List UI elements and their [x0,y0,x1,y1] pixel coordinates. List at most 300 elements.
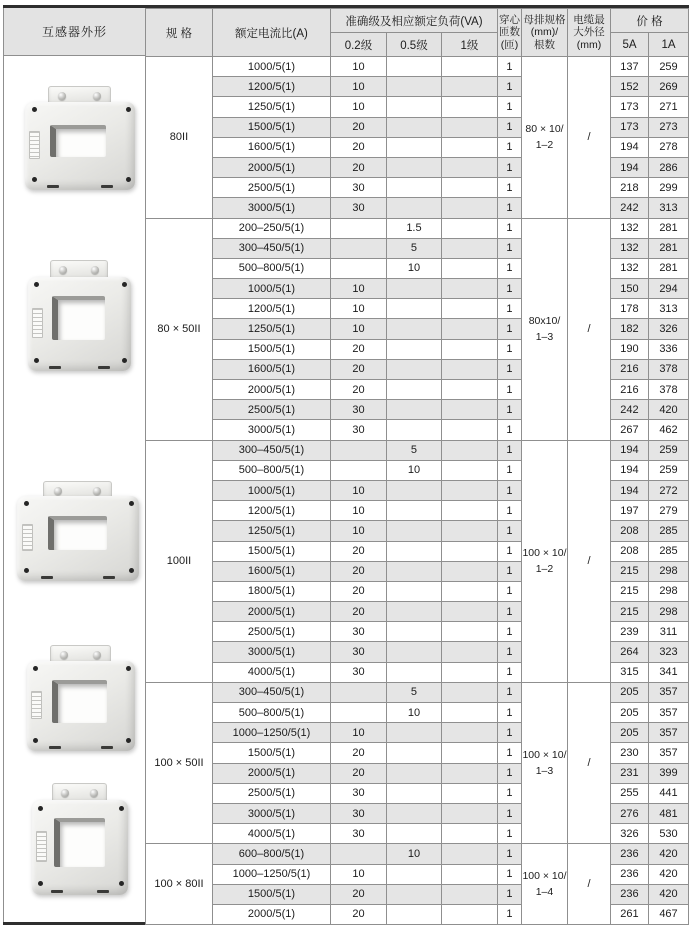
corner-screw-icon [33,666,38,671]
price-5a-cell: 264 [610,642,648,662]
acc-1-cell [441,723,497,743]
acc-1-cell [441,602,497,622]
acc-05-cell [386,662,441,682]
ratio-cell: 600–800/5(1) [212,844,330,864]
ct-foot [47,185,59,188]
price-1a-cell: 399 [648,763,688,783]
acc-02-cell: 30 [330,642,386,662]
acc-05-cell: 10 [386,703,441,723]
table-header [145,9,688,57]
ratio-cell: 1250/5(1) [212,319,330,339]
ratio-cell: 2000/5(1) [212,380,330,400]
acc-1-cell [441,541,497,561]
acc-1-cell [441,844,497,864]
turns-cell: 1 [497,198,521,218]
turns-cell: 1 [497,258,521,278]
acc-02-cell: 30 [330,400,386,420]
price-5a-cell: 218 [610,178,648,198]
turns-cell: 1 [497,339,521,359]
price-5a-cell: 208 [610,541,648,561]
turns-cell: 1 [497,480,521,500]
terminal-screw-icon [90,789,98,797]
ct-side-label [22,524,33,551]
acc-05-cell [386,884,441,904]
turns-cell: 1 [497,803,521,823]
header-price-5a: 5A [610,33,648,57]
turns-cell: 1 [497,238,521,258]
ratio-cell: 1500/5(1) [212,339,330,359]
turns-cell: 1 [497,904,521,924]
acc-1-cell [441,178,497,198]
terminal-screw-icon [60,651,68,659]
turns-cell: 1 [497,380,521,400]
price-5a-cell: 194 [610,480,648,500]
price-1a-cell: 420 [648,884,688,904]
turns-cell: 1 [497,662,521,682]
ratio-cell: 500–800/5(1) [212,460,330,480]
busbar-cell-line: 100 × 10/ [522,546,567,559]
ct-foot [49,366,61,369]
ratio-cell: 1000/5(1) [212,57,330,77]
acc-1-cell [441,359,497,379]
price-1a-cell: 378 [648,380,688,400]
spec-cell: 80 × 50II [145,218,212,440]
turns-cell: 1 [497,440,521,460]
ct-photo-100ii [17,481,139,581]
price-5a-cell: 230 [610,743,648,763]
price-1a-cell: 269 [648,77,688,97]
acc-05-cell [386,864,441,884]
busbar-cell [521,682,567,844]
header-turns-line: 匝数 [498,26,520,39]
acc-05-cell [386,319,441,339]
table-row [145,218,688,238]
ct-foot [101,746,113,749]
acc-02-cell: 10 [330,57,386,77]
turns-cell: 1 [497,783,521,803]
turns-cell: 1 [497,844,521,864]
price-5a-cell: 190 [610,339,648,359]
turns-cell: 1 [497,521,521,541]
acc-02-cell: 10 [330,299,386,319]
price-1a-cell: 341 [648,662,688,682]
ratio-cell: 200–250/5(1) [212,218,330,238]
ratio-cell: 4000/5(1) [212,662,330,682]
acc-02-cell [330,440,386,460]
terminal-screw-icon [93,651,101,659]
acc-02-cell [330,682,386,702]
price-5a-cell: 194 [610,137,648,157]
turns-cell: 1 [497,501,521,521]
ct-foot [49,746,61,749]
acc-02-cell: 10 [330,521,386,541]
acc-1-cell [441,57,497,77]
price-1a-cell: 299 [648,178,688,198]
busbar-cell-line: 100 × 10/ [522,869,567,882]
ratio-cell: 2000/5(1) [212,763,330,783]
terminal-screw-icon [91,266,99,274]
acc-02-cell: 20 [330,117,386,137]
acc-02-cell [330,844,386,864]
ratio-cell: 2500/5(1) [212,400,330,420]
ratio-cell: 1200/5(1) [212,299,330,319]
busbar-cell [521,218,567,440]
price-5a-cell: 137 [610,57,648,77]
busbar-cell-line: 80x10/ [528,314,561,327]
appearance-column-header: 互感器外形 [4,8,145,56]
acc-1-cell [441,783,497,803]
price-1a-cell: 273 [648,117,688,137]
acc-02-cell: 30 [330,420,386,440]
terminal-screw-icon [61,789,69,797]
acc-05-cell: 5 [386,682,441,702]
price-1a-cell: 357 [648,703,688,723]
price-1a-cell: 271 [648,97,688,117]
price-1a-cell: 357 [648,682,688,702]
ct-window [52,680,107,723]
acc-1-cell [441,420,497,440]
corner-screw-icon [122,282,127,287]
price-1a-cell: 441 [648,783,688,803]
header-ratio: 额定电流比(A) [212,9,330,57]
price-5a-cell: 276 [610,803,648,823]
terminal-screw-icon [59,266,67,274]
ct-body [25,102,135,190]
price-5a-cell: 205 [610,723,648,743]
busbar-cell-line: 1–4 [535,886,554,899]
price-1a-cell: 259 [648,460,688,480]
price-1a-cell: 285 [648,541,688,561]
acc-1-cell [441,460,497,480]
terminal-screw-icon [58,92,66,100]
cable-cell: / [567,682,610,844]
price-1a-cell: 357 [648,743,688,763]
acc-05-cell: 5 [386,440,441,460]
acc-02-cell [330,703,386,723]
acc-05-cell [386,783,441,803]
cable-cell: / [567,440,610,682]
acc-05-cell [386,501,441,521]
acc-02-cell: 10 [330,77,386,97]
ratio-cell: 2500/5(1) [212,178,330,198]
acc-02-cell: 20 [330,581,386,601]
ratio-cell: 1600/5(1) [212,137,330,157]
corner-screw-icon [126,107,131,112]
acc-02-cell: 30 [330,198,386,218]
acc-1-cell [441,238,497,258]
acc-02-cell: 20 [330,561,386,581]
price-1a-cell: 420 [648,864,688,884]
acc-1-cell [441,682,497,702]
ct-side-label [31,691,42,720]
price-1a-cell: 298 [648,581,688,601]
price-5a-cell: 242 [610,400,648,420]
corner-screw-icon [119,806,124,811]
terminal-screw-icon [54,487,62,495]
acc-05-cell [386,359,441,379]
acc-1-cell [441,904,497,924]
acc-02-cell [330,238,386,258]
price-1a-cell: 298 [648,561,688,581]
acc-02-cell: 30 [330,622,386,642]
price-1a-cell: 259 [648,440,688,460]
corner-screw-icon [34,282,39,287]
price-5a-cell: 315 [610,662,648,682]
acc-02-cell: 10 [330,480,386,500]
ct-side-label [36,831,47,861]
price-1a-cell: 285 [648,521,688,541]
acc-02-cell: 10 [330,279,386,299]
acc-05-cell [386,763,441,783]
corner-screw-icon [126,177,131,182]
price-5a-cell: 267 [610,420,648,440]
acc-02-cell: 20 [330,743,386,763]
turns-cell: 1 [497,77,521,97]
ratio-cell: 4000/5(1) [212,824,330,844]
cable-cell: / [567,844,610,925]
ratio-cell: 300–450/5(1) [212,238,330,258]
acc-05-cell: 10 [386,258,441,278]
ct-foot [101,185,113,188]
acc-05-cell [386,157,441,177]
acc-05-cell [386,97,441,117]
acc-1-cell [441,864,497,884]
acc-05-cell [386,561,441,581]
price-5a-cell: 178 [610,299,648,319]
ct-photo-100x80ii [32,783,128,895]
price-5a-cell: 216 [610,380,648,400]
ct-body [28,277,131,371]
price-1a-cell: 281 [648,238,688,258]
acc-1-cell [441,642,497,662]
acc-02-cell: 20 [330,602,386,622]
price-1a-cell: 281 [648,218,688,238]
price-5a-cell: 205 [610,682,648,702]
header-cable-line: 电缆最 [573,13,605,26]
corner-screw-icon [32,177,37,182]
price-5a-cell: 194 [610,157,648,177]
header-busbar-line: (mm)/ [530,26,559,39]
acc-1-cell [441,380,497,400]
acc-1-cell [441,743,497,763]
busbar-cell-line: 1–3 [535,765,554,778]
turns-cell: 1 [497,57,521,77]
ct-window [54,818,105,868]
cable-cell: / [567,218,610,440]
turns-cell: 1 [497,359,521,379]
acc-02-cell: 10 [330,319,386,339]
price-1a-cell: 281 [648,258,688,278]
acc-05-cell [386,380,441,400]
ct-side-label [32,308,43,338]
header-busbar-line: 母排规格 [523,13,566,26]
price-1a-cell: 259 [648,57,688,77]
ratio-cell: 1200/5(1) [212,77,330,97]
corner-screw-icon [126,666,131,671]
price-1a-cell: 313 [648,198,688,218]
acc-05-cell [386,339,441,359]
price-5a-cell: 215 [610,581,648,601]
table-row [145,682,688,702]
acc-1-cell [441,97,497,117]
turns-cell: 1 [497,763,521,783]
ratio-cell: 500–800/5(1) [212,258,330,278]
price-1a-cell: 313 [648,299,688,319]
acc-1-cell [441,824,497,844]
turns-cell: 1 [497,703,521,723]
price-1a-cell: 311 [648,622,688,642]
price-5a-cell: 236 [610,844,648,864]
price-5a-cell: 173 [610,97,648,117]
turns-cell: 1 [497,218,521,238]
turns-cell: 1 [497,682,521,702]
turns-cell: 1 [497,157,521,177]
ct-photo-80x50ii [28,260,131,371]
price-1a-cell: 298 [648,602,688,622]
ct-foot [98,366,110,369]
price-5a-cell: 152 [610,77,648,97]
corner-screw-icon [126,738,131,743]
busbar-cell-line: 1–2 [535,563,554,576]
header-cable-line: 大外径 [573,26,605,39]
ratio-cell: 2500/5(1) [212,783,330,803]
price-1a-cell: 278 [648,137,688,157]
busbar-cell [521,440,567,682]
ratio-cell: 2000/5(1) [212,904,330,924]
acc-1-cell [441,763,497,783]
turns-cell: 1 [497,319,521,339]
header-cable [567,9,610,57]
busbar-cell [521,844,567,925]
acc-05-cell [386,400,441,420]
ratio-cell: 3000/5(1) [212,420,330,440]
turns-cell: 1 [497,178,521,198]
ct-photo-100x50ii [27,645,135,751]
acc-1-cell [441,803,497,823]
acc-1-cell [441,319,497,339]
header-acc-1: 1级 [441,33,497,57]
ratio-cell: 1000/5(1) [212,480,330,500]
ratio-cell: 1500/5(1) [212,541,330,561]
turns-cell: 1 [497,602,521,622]
acc-05-cell: 10 [386,460,441,480]
ratio-cell: 1000/5(1) [212,279,330,299]
price-1a-cell: 326 [648,319,688,339]
busbar-cell-line: 80 × 10/ [525,122,564,135]
acc-1-cell [441,662,497,682]
spec-price-sheet [3,5,689,925]
acc-02-cell: 10 [330,97,386,117]
price-1a-cell: 336 [648,339,688,359]
ratio-cell: 2500/5(1) [212,622,330,642]
ratio-cell: 1250/5(1) [212,521,330,541]
acc-1-cell [441,400,497,420]
price-1a-cell: 378 [648,359,688,379]
price-1a-cell: 272 [648,480,688,500]
acc-1-cell [441,884,497,904]
spec-cell: 80II [145,57,212,219]
spec-cell: 100II [145,440,212,682]
acc-05-cell [386,521,441,541]
acc-05-cell [386,723,441,743]
ratio-cell: 300–450/5(1) [212,682,330,702]
terminal-screw-icon [93,487,101,495]
price-5a-cell: 205 [610,703,648,723]
acc-05-cell [386,137,441,157]
price-1a-cell: 481 [648,803,688,823]
acc-1-cell [441,622,497,642]
acc-05-cell [386,178,441,198]
ct-foot [97,890,109,893]
acc-05-cell: 5 [386,238,441,258]
price-5a-cell: 236 [610,864,648,884]
acc-1-cell [441,77,497,97]
ct-foot [41,576,53,579]
price-1a-cell: 286 [648,157,688,177]
corner-screw-icon [38,881,43,886]
price-1a-cell: 294 [648,279,688,299]
header-cable-line: (mm) [576,38,602,51]
price-1a-cell: 323 [648,642,688,662]
header-turns [497,9,521,57]
acc-05-cell [386,57,441,77]
acc-1-cell [441,117,497,137]
price-5a-cell: 239 [610,622,648,642]
turns-cell: 1 [497,541,521,561]
price-1a-cell: 279 [648,501,688,521]
acc-02-cell [330,258,386,278]
acc-02-cell: 30 [330,662,386,682]
table-row [145,440,688,460]
ratio-cell: 2000/5(1) [212,157,330,177]
acc-1-cell [441,501,497,521]
ratio-cell: 3000/5(1) [212,803,330,823]
price-5a-cell: 173 [610,117,648,137]
header-busbar [521,9,567,57]
header-price-1a: 1A [648,33,688,57]
turns-cell: 1 [497,137,521,157]
price-1a-cell: 467 [648,904,688,924]
acc-1-cell [441,137,497,157]
price-5a-cell: 215 [610,561,648,581]
ratio-cell: 1000–1250/5(1) [212,864,330,884]
ratio-cell: 1000–1250/5(1) [212,723,330,743]
cable-cell: / [567,57,610,219]
corner-screw-icon [129,501,134,506]
price-5a-cell: 255 [610,783,648,803]
header-turns-line: (匝) [500,38,519,51]
ratio-cell: 1600/5(1) [212,359,330,379]
table-row [145,57,688,77]
acc-1-cell [441,521,497,541]
corner-screw-icon [24,501,29,506]
turns-cell: 1 [497,824,521,844]
ct-window [48,516,108,550]
turns-cell: 1 [497,884,521,904]
acc-05-cell [386,904,441,924]
acc-02-cell: 20 [330,157,386,177]
ct-window [50,125,106,157]
price-5a-cell: 194 [610,460,648,480]
turns-cell: 1 [497,299,521,319]
turns-cell: 1 [497,117,521,137]
acc-05-cell [386,622,441,642]
ratio-cell: 1200/5(1) [212,501,330,521]
ratio-cell: 3000/5(1) [212,642,330,662]
turns-cell: 1 [497,622,521,642]
turns-cell: 1 [497,581,521,601]
turns-cell: 1 [497,743,521,763]
